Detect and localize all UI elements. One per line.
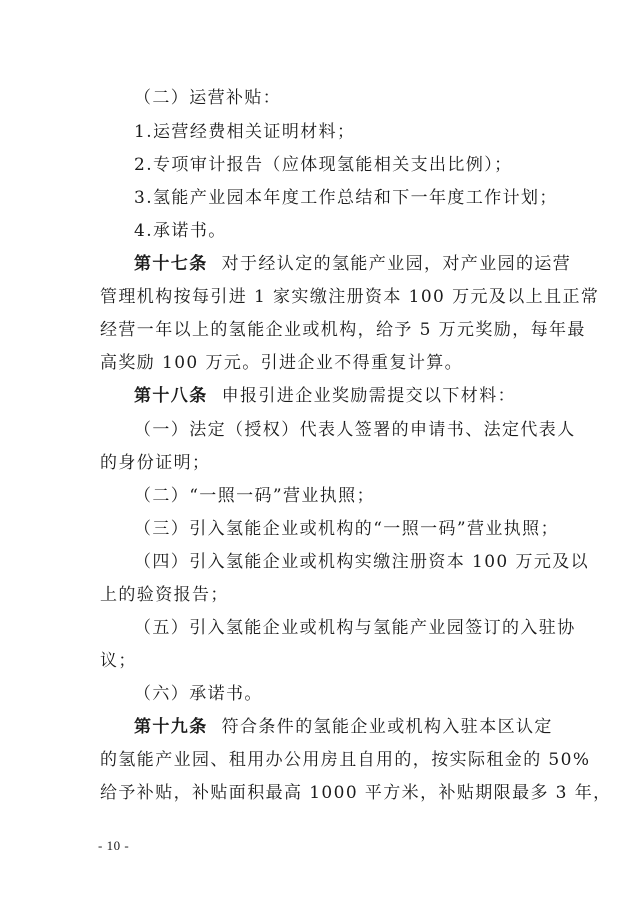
paragraph-line: 给予补贴，补贴面积最高 1000 平方米，补贴期限最多 3 年， bbox=[100, 783, 612, 803]
article-17-label: 第十七条 bbox=[134, 254, 208, 274]
list-item: 2.专项审计报告（应体现氢能相关支出比例）； bbox=[134, 155, 513, 175]
article-18-first-line bbox=[134, 384, 540, 408]
list-item: （一）法定（授权）代表人签署的申请书、法定代表人 bbox=[134, 420, 576, 440]
list-item: 4.承诺书。 bbox=[134, 221, 227, 241]
page-number: - 10 - bbox=[98, 838, 130, 853]
list-item: （三）引入氢能企业或机构的“一照一码”营业执照； bbox=[134, 519, 559, 539]
list-item: （六）承诺书。 bbox=[134, 684, 263, 704]
article-18-label: 第十八条 bbox=[134, 386, 208, 406]
list-item: 1.运营经费相关证明材料； bbox=[134, 122, 356, 142]
paragraph-text: 对于经认定的氢能产业园，对产业园的运营 bbox=[221, 254, 572, 274]
list-item: （二）“一照一码”营业执照； bbox=[134, 486, 375, 506]
paragraph-text: 申报引进企业奖励需提交以下材料： bbox=[221, 386, 517, 406]
paragraph-line: 的氢能产业园、租用办公用房且自用的，按实际租金的 50% bbox=[100, 750, 591, 770]
paragraph-line: 管理机构按每引进 1 家实缴注册资本 100 万元及以上且正常 bbox=[100, 287, 600, 307]
list-item-continuation: 上的验资报告； bbox=[100, 585, 229, 605]
paragraph-line: 经营一年以上的氢能企业或机构，给予 5 万元奖励，每年最 bbox=[100, 320, 586, 340]
list-item-continuation: 的身份证明； bbox=[100, 453, 211, 473]
list-item: 3.氢能产业园本年度工作总结和下一年度工作计划； bbox=[134, 188, 558, 208]
list-item: （五）引入氢能企业或机构与氢能产业园签订的入驻协 bbox=[134, 618, 576, 638]
article-17-first-line bbox=[134, 252, 572, 276]
paragraph-text: 符合条件的氢能企业或机构入驻本区认定 bbox=[221, 717, 553, 737]
section-heading-operating-subsidy: （二）运营补贴： bbox=[134, 88, 282, 108]
paragraph-line: 高奖励 100 万元。引进企业不得重复计算。 bbox=[100, 353, 464, 373]
list-item: （四）引入氢能企业或机构实缴注册资本 100 万元及以 bbox=[134, 552, 590, 572]
article-19-label: 第十九条 bbox=[134, 717, 208, 737]
article-19-first-line bbox=[134, 715, 553, 739]
list-item-continuation: 议； bbox=[100, 651, 137, 671]
